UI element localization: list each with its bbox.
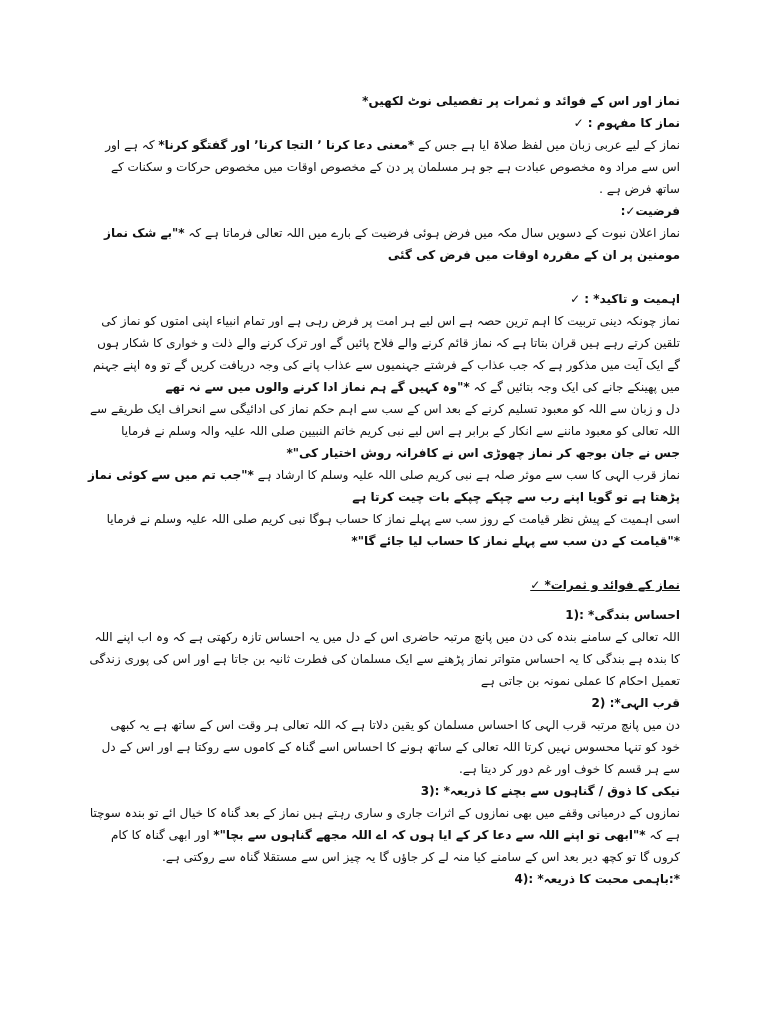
benefit-2-heading: قرب الہی*: (2 <box>591 696 680 710</box>
importance-paragraph-3 <box>88 464 680 508</box>
benefits-heading: نماز کے فوائد و ثمرات* ✓ <box>530 578 680 592</box>
concept-text: نماز کے لیے عربی زبان میں لفظ صلاۃ ایا ہے جس کے <box>417 138 680 152</box>
fard-paragraph <box>88 222 680 266</box>
benefit-3-paragraph <box>88 802 680 868</box>
document-page <box>88 90 680 890</box>
benefit-3-heading: نیکی کا ذوق / گناہوں سے بچنے کا ذریعہ* :(3 <box>420 784 680 798</box>
spacer <box>88 266 680 288</box>
concept-paragraph <box>88 134 680 200</box>
importance-text-1-bold: *"وہ کہیں گے ہم نماز ادا کرنے والوں میں سے نہ تھے <box>165 380 470 394</box>
concept-text-rest: کہ ہے اور اس سے مراد وہ مخصوص عبادت ہے جو ہر مسلمان پر دن کے مخصوص اوقات میں مخصوص حرکات و سکنات کے ساتھ فرض ہے . <box>105 138 680 196</box>
fard-text-bold: *"بے شک نماز مومنین پر ان کے مقررہ اوقات میں فرض کی گئی <box>104 226 680 262</box>
benefit-3-text-rest: اور ابھی گناہ کا کام کروں گا تو کچھ دیر بعد اس کے سامنے کیا منہ لے کر جاؤں گا یہ چیز اس سے مستقلا گناہ سے روکتی ہے. <box>110 828 680 864</box>
benefit-4-heading: *:باہمی محبت کا ذریعہ* :(4 <box>514 872 680 886</box>
concept-text-bold: *معنی دعا کرنا ٬ التجا کرنا٬ اور گفتگو کرنا* <box>158 138 415 152</box>
importance-quote-4: *"قیامت کے دن سب سے پہلے نماز کا حساب لیا جائے گا"* <box>351 534 680 548</box>
importance-text-3: نماز قرب الہی کا سب سے موثر صلہ ہے نبی کریم صلی اللہ علیہ وسلم کا ارشاد ہے <box>257 468 680 482</box>
benefit-2-text: دن میں پانچ مرتبہ قرب الہی کا احساس مسلمان کو یقین دلاتا ہے کہ اللہ تعالی ہر وقت اس کے ساتھ ہے یہ کبھی خود کو تنہا محسوس نہیں کرتا اللہ تعالی کے ساتھ ہونے کا احساس اسے گناہ کے کاموں سے روکتا ہے اور اس کے دل سے ہر قسم کا خوف اور غم دور کر دیتا ہے. <box>101 718 680 776</box>
importance-paragraph-2 <box>88 398 680 442</box>
importance-heading: اہمیت و تاکید* : ✓ <box>570 292 680 306</box>
concept-heading: نماز کا مفہوم : ✓ <box>573 116 680 130</box>
benefit-1-heading: احساس بندگی* :(1 <box>565 608 680 622</box>
benefit-1-text: اللہ تعالی کے سامنے بندہ کی دن میں پانچ مرتبہ حاضری اس کے دل میں یہ احساس تازہ رکھتی ہے کہ وہ اب اپنے اللہ کا بندہ ہے بندگی کا یہ احساس متواتر نماز پڑھنے سے ایک مسلمان کی فطرت ثانیہ بن جاتا ہے اور اس کی پوری زندگی تعمیل احکام کا عملی نمونہ بن جاتی ہے <box>89 630 680 688</box>
importance-paragraph-1 <box>88 310 680 398</box>
importance-text-3-bold: *"جب تم میں سے کوئی نماز پڑھتا ہے تو گویا اپنے رب سے چپکے چپکے بات چیت کرتا ہے <box>88 468 680 504</box>
benefit-3-text-bold: *"ابھی تو اپنے اللہ سے دعا کر کے ایا ہوں کہ اے اللہ مجھے گناہوں سے بچا"* <box>213 828 646 842</box>
fard-heading: فرضیت✓: <box>620 204 680 218</box>
importance-paragraph-4 <box>88 508 680 530</box>
importance-text-2: دل و زبان سے اللہ کو معبود تسلیم کرنے کے بعد اس کے سب سے اہم حکم نماز کی ادائیگی سے انحراف ایک طریقے سے اللہ تعالی کو معبود ماننے سے انکار کے برابر ہے اس لیے نبی کریم خاتم النبیین صلی اللہ علیہ والہ وسلم نے فرمایا <box>90 402 680 438</box>
benefit-3-text: نمازوں کے درمیانی وقفے میں بھی نمازوں کے اثرات جاری و ساری رہتے ہیں نماز کے بعد گناہ کا خیال ائے تو بندہ سوچتا ہے کہ <box>89 806 680 842</box>
importance-quote-2: جس نے جان بوجھ کر نماز چھوڑی اس نے کافرانہ روش اختیار کی"* <box>286 446 680 460</box>
spacer <box>88 596 680 604</box>
importance-text-1: نماز چونکہ دینی تربیت کا اہم ترین حصہ ہے اس لیے ہر امت پر فرض رہی ہے اور تمام انبیاء اپنی امتوں کو نماز کی تلقین کرتے رہے ہیں قران بتاتا ہے کہ نماز قائم کرنے والے فلاح پائیں گے اور ترک کرنے والے ذلت و خواری کا شکار ہوں گے ایک آیت میں مذکور ہے کہ جب عذاب کے فرشتے جہنمیوں سے عذاب پانے کی وجہ دریافت کریں گے تو وہ اپنے جہنم میں پھینکے جانے کی ایک وجہ بتائیں گے کہ <box>93 314 680 394</box>
document-title: نماز اور اس کے فوائد و ثمرات پر تفصیلی نوٹ لکھیں* <box>362 94 680 108</box>
importance-text-4: اسی اہمیت کے پیش نظر قیامت کے روز سب سے پہلے نماز کا حساب ہوگا نبی کریم صلی اللہ علیہ وسلم نے فرمایا <box>106 512 680 526</box>
spacer <box>88 552 680 574</box>
fard-text: نماز اعلان نبوت کے دسویں سال مکہ میں فرض ہوئی فرضیت کے بارے میں اللہ تعالی فرماتا ہے کہ <box>188 226 680 240</box>
